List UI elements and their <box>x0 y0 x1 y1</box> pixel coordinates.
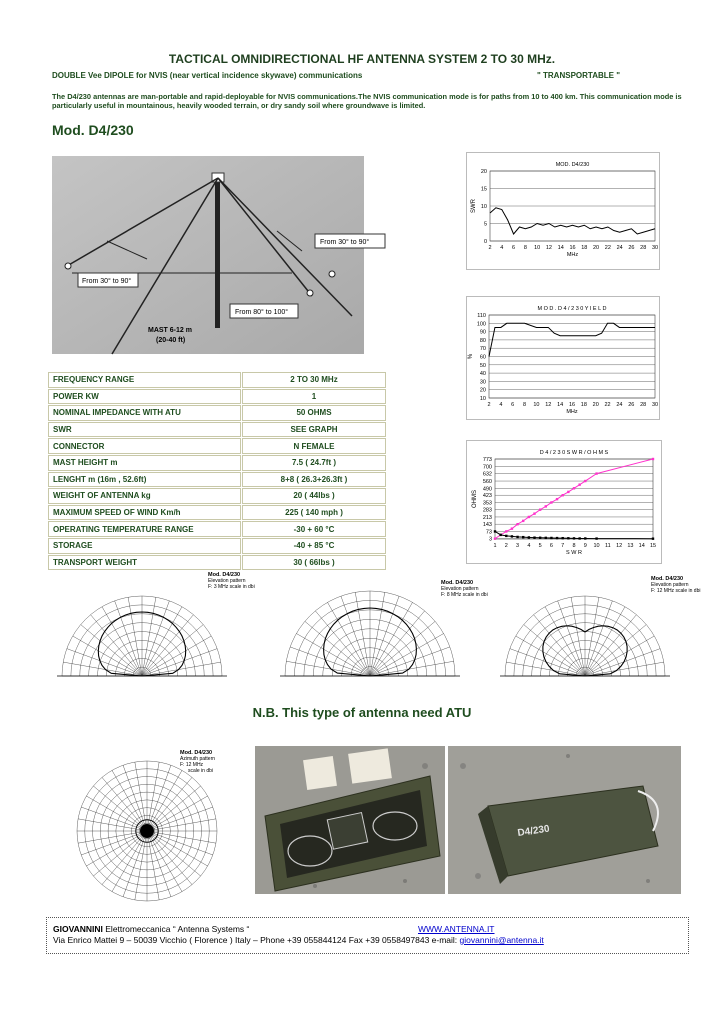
x-tick-label: 28 <box>640 245 647 251</box>
data-point <box>516 536 518 538</box>
azimuth-title: Mod. D4/230 <box>180 750 213 756</box>
data-point <box>573 537 575 539</box>
address-line: Via Enrico Mattei 9 – 50039 Vicchio ( Florence ) Italy – Phone +39 055844124 Fax +39 0558497843 e-mail: <box>53 935 460 945</box>
x-tick-label: 30 <box>651 402 659 408</box>
label-left-angle: From 30° to 90° <box>82 278 132 285</box>
data-point <box>539 509 541 511</box>
spec-row <box>48 455 386 471</box>
azimuth-pattern <box>52 746 252 911</box>
yield-chart <box>466 296 660 420</box>
x-tick-label: 1 <box>493 543 497 549</box>
x-tick-label: 18 <box>581 245 588 251</box>
x-tick-label: 18 <box>580 402 587 408</box>
y-tick-label: 213 <box>482 514 492 521</box>
mast <box>215 178 220 328</box>
data-point <box>578 537 580 539</box>
data-point <box>528 536 530 538</box>
model-heading: Mod. D4/230 <box>52 122 134 138</box>
x-tick-label: 26 <box>628 245 635 251</box>
y-tick-label: 20 <box>479 387 486 394</box>
azimuth-pattern-svg <box>52 746 252 911</box>
elevation-pattern-12mhz <box>495 574 701 688</box>
azimuth-scale: scale in dbi <box>188 768 214 774</box>
y-tick-label: 100 <box>476 321 486 328</box>
document-title: TACTICAL OMNIDIRECTIONAL HF ANTENNA SYSTEM 2 TO 30 MHz. <box>168 52 556 66</box>
x-tick-label: 28 <box>640 402 647 408</box>
spec-label: CONNECTOR <box>48 438 241 454</box>
data-point <box>562 537 564 539</box>
spec-label: MAST HEIGHT m <box>48 455 241 471</box>
x-tick-label: 13 <box>627 543 634 549</box>
x-tick-label: 12 <box>616 543 623 549</box>
x-tick-label: 10 <box>534 245 541 251</box>
chart-title: MOD. D4/230 <box>555 162 590 168</box>
label-right-angle: From 30° to 90° <box>320 239 370 246</box>
y-tick-label: 143 <box>482 522 492 529</box>
y-tick-label: 15 <box>480 186 487 193</box>
x-tick-label: 12 <box>545 402 552 408</box>
y-tick-label: 632 <box>482 471 492 478</box>
x-tick-label: 22 <box>604 245 611 251</box>
data-point <box>533 512 535 514</box>
data-point <box>652 458 654 460</box>
x-tick-label: 22 <box>604 402 611 408</box>
y-tick-label: 490 <box>482 486 492 493</box>
x-tick-label: 30 <box>651 245 659 251</box>
data-point <box>567 537 569 539</box>
x-tick-label: 24 <box>616 402 623 408</box>
data-point <box>505 530 507 532</box>
spec-label: OPERATING TEMPERATURE RANGE <box>48 521 241 537</box>
spec-row <box>48 555 386 571</box>
spec-row <box>48 538 386 554</box>
pattern-title: Mod. D4/230 <box>441 580 474 586</box>
data-point <box>528 516 530 518</box>
y-axis-label: SWR <box>471 199 477 213</box>
data-point <box>652 537 654 539</box>
closed-case-photo <box>448 746 681 894</box>
y-tick-label: 0 <box>483 239 487 245</box>
x-tick-label: 6 <box>512 245 516 251</box>
elevation-pattern-8mhz <box>275 578 488 688</box>
x-tick-label: 14 <box>557 402 564 408</box>
y-tick-label: 773 <box>482 457 492 463</box>
y-tick-label: 560 <box>482 479 492 486</box>
spec-row <box>48 438 386 454</box>
x-tick-label: 8 <box>572 543 576 549</box>
chart-title: M O D . D 4 / 2 3 0 Y I E L D <box>537 306 607 312</box>
x-tick-label: 11 <box>604 543 611 549</box>
swr-ohms-chart <box>466 440 662 564</box>
plot-area <box>495 459 653 539</box>
y-tick-label: 90 <box>479 329 486 336</box>
y-tick-label: 50 <box>479 362 486 369</box>
spec-label: POWER KW <box>48 389 241 405</box>
x-tick-label: 20 <box>592 402 599 408</box>
subtitle-transportable: " TRANSPORTABLE " <box>537 71 620 80</box>
x-tick-label: 26 <box>628 402 635 408</box>
data-point <box>556 537 558 539</box>
center-dot <box>140 824 154 838</box>
y-tick-label: 30 <box>479 379 486 386</box>
y-tick-label: 110 <box>477 313 486 319</box>
data-point <box>584 480 586 482</box>
data-point <box>550 537 552 539</box>
label-mast: MAST 6-12 m <box>148 327 192 334</box>
data-point <box>584 537 586 539</box>
x-tick-label: 16 <box>569 245 576 251</box>
pattern-subtitle: Elevation pattern <box>208 578 246 584</box>
data-point <box>539 537 541 539</box>
spec-label: SWR <box>48 422 241 438</box>
x-tick-label: 16 <box>568 402 576 408</box>
data-point <box>550 501 552 503</box>
specifications-table <box>47 371 387 571</box>
spec-value: 8+8 ( 26.3+26.3ft ) <box>242 472 386 488</box>
y-axis-label: % <box>468 353 474 360</box>
x-tick-label: 24 <box>616 245 623 251</box>
spec-value: 7.5 ( 24.7ft ) <box>242 455 386 471</box>
x-tick-label: 5 <box>538 543 542 549</box>
pattern-frequency: F: 3 MHz scale in dbi <box>208 584 255 590</box>
yield-chart-svg <box>467 297 661 421</box>
footer-contact <box>46 917 689 954</box>
data-point <box>578 483 580 485</box>
x-tick-label: 4 <box>527 543 531 549</box>
spec-row <box>48 472 386 488</box>
spec-label: TRANSPORT WEIGHT <box>48 555 241 571</box>
x-tick-label: 3 <box>516 543 520 549</box>
label-center-angle: From 80° to 100° <box>235 309 289 316</box>
company-rest: Elettromeccanica “ Antenna Systems “ <box>102 924 250 934</box>
y-tick-label: 700 <box>482 464 492 471</box>
azimuth-subtitle: Azimuth pattern <box>180 756 216 762</box>
spec-row <box>48 521 386 537</box>
polar-grid <box>57 596 227 676</box>
x-tick-label: 14 <box>638 543 645 549</box>
data-point <box>511 535 513 537</box>
spec-value: 20 ( 44lbs ) <box>242 488 386 504</box>
x-tick-label: 9 <box>583 543 587 549</box>
spec-value: -30 + 60 °C <box>242 521 386 537</box>
spec-row <box>48 422 386 438</box>
spec-value: 50 OHMS <box>242 405 386 421</box>
data-point <box>499 534 501 536</box>
x-tick-label: 6 <box>511 402 515 408</box>
pattern-title: Mod. D4/230 <box>208 572 241 578</box>
spec-label: MAXIMUM SPEED OF WIND Km/h <box>48 505 241 521</box>
swr-ohms-chart-svg <box>467 441 663 565</box>
data-point <box>573 487 575 489</box>
x-tick-label: 4 <box>499 402 503 408</box>
pattern-subtitle: Elevation pattern <box>651 582 689 588</box>
y-tick-label: 20 <box>480 169 487 175</box>
subtitle-description: DOUBLE Vee DIPOLE for NVIS (near vertical incidence skywave) communications <box>52 71 363 80</box>
y-tick-label: 60 <box>479 354 486 361</box>
y-tick-label: 10 <box>480 204 487 210</box>
x-tick-label: 2 <box>487 402 491 408</box>
spec-value: -40 + 85 °C <box>242 538 386 554</box>
spec-value: SEE GRAPH <box>242 422 386 438</box>
website-link[interactable]: WWW.ANTENNA.IT <box>418 924 495 934</box>
spec-label: FREQUENCY RANGE <box>48 372 241 388</box>
y-tick-label: 40 <box>479 371 486 378</box>
x-tick-label: 20 <box>593 245 600 251</box>
spec-value: 30 ( 66lbs ) <box>242 555 386 571</box>
pattern-title: Mod. D4/230 <box>651 576 684 582</box>
intro-paragraph: The D4/230 antennas are man-portable and rapid-deployable for NVIS communications.The NVIS communication mode is for paths from 10 to 400 km. This communication mode is particularly useful in mountainous, heavily wooded terrain, or dry sandy soil where groundwave is limited. <box>52 92 682 110</box>
x-tick-label: 8 <box>523 402 527 408</box>
x-tick-label: 12 <box>545 245 552 251</box>
open-case-photo <box>255 746 445 894</box>
y-tick-label: 73 <box>485 529 492 536</box>
azimuth-frequency: F: 12 MHz <box>180 762 204 768</box>
spec-row <box>48 405 386 421</box>
antenna-diagram-photo <box>52 156 370 354</box>
x-tick-label: 10 <box>593 543 600 549</box>
data-point <box>516 523 518 525</box>
series-line <box>490 208 655 234</box>
antenna-diagram-svg <box>52 156 370 354</box>
data-point <box>494 530 496 532</box>
y-tick-label: 10 <box>479 396 486 402</box>
data-point <box>595 537 597 539</box>
x-axis-label: MHz <box>566 409 578 415</box>
data-point <box>522 520 524 522</box>
x-tick-label: 2 <box>488 245 492 251</box>
y-tick-label: 80 <box>479 337 486 344</box>
data-point <box>533 536 535 538</box>
x-tick-label: 14 <box>557 245 564 251</box>
company-name: GIOVANNINI <box>53 924 103 934</box>
spec-value: 1 <box>242 389 386 405</box>
data-point <box>545 537 547 539</box>
x-axis-label: S W R <box>566 550 582 556</box>
polar-grid <box>500 596 670 676</box>
data-point <box>567 491 569 493</box>
data-point <box>505 535 507 537</box>
spec-label: WEIGHT OF ANTENNA kg <box>48 488 241 504</box>
spec-row <box>48 488 386 504</box>
spec-value: 225 ( 140 mph ) <box>242 505 386 521</box>
y-axis-label: OHMS <box>472 490 478 508</box>
case-label: D4/230 <box>516 823 551 839</box>
y-tick-label: 5 <box>483 221 487 228</box>
chart-title: D 4 / 2 3 0 S W R / O H M S <box>539 450 609 456</box>
pattern-subtitle: Elevation pattern <box>441 586 479 592</box>
x-tick-label: 15 <box>649 543 657 549</box>
data-point <box>522 536 524 538</box>
x-tick-label: 2 <box>504 543 508 549</box>
x-axis-label: MHz <box>566 252 579 258</box>
data-point <box>595 472 597 474</box>
spec-row <box>48 389 386 405</box>
data-point <box>511 527 513 529</box>
spec-row <box>48 372 386 388</box>
y-tick-label: 353 <box>482 500 492 507</box>
x-tick-label: 10 <box>533 402 540 408</box>
spec-value: 2 TO 30 MHz <box>242 372 386 388</box>
y-tick-label: 70 <box>479 346 486 353</box>
polar-grid <box>280 591 460 676</box>
x-tick-label: 6 <box>549 543 553 549</box>
series-line <box>495 459 653 539</box>
data-point <box>545 505 547 507</box>
email-link[interactable]: giovannini@antenna.it <box>459 935 544 945</box>
swr-chart-svg <box>467 153 661 271</box>
data-point <box>562 494 564 496</box>
pattern-frequency: F: 12 MHz scale in dbi <box>651 588 701 594</box>
data-point <box>556 498 558 500</box>
swr-chart <box>466 152 660 270</box>
y-tick-label: 283 <box>482 507 492 514</box>
y-tick-label: 3 <box>488 536 492 543</box>
label-mast-ft: (20-40 ft) <box>156 337 186 344</box>
x-tick-label: 7 <box>561 543 565 549</box>
spec-row <box>48 505 386 521</box>
spec-value: N FEMALE <box>242 438 386 454</box>
spec-label: NOMINAL IMPEDANCE WITH ATU <box>48 405 241 421</box>
atu-note: N.B. This type of antenna need ATU <box>252 705 472 720</box>
x-tick-label: 4 <box>500 245 504 251</box>
spec-label: STORAGE <box>48 538 241 554</box>
pattern-frequency: F: 8 MHz scale in dbi <box>441 592 488 598</box>
y-tick-label: 423 <box>482 493 492 500</box>
spec-label: LENGHT m (16m , 52.6ft) <box>48 472 241 488</box>
data-point <box>494 537 496 539</box>
x-tick-label: 8 <box>523 245 527 251</box>
elevation-pattern-3mhz <box>52 570 255 688</box>
